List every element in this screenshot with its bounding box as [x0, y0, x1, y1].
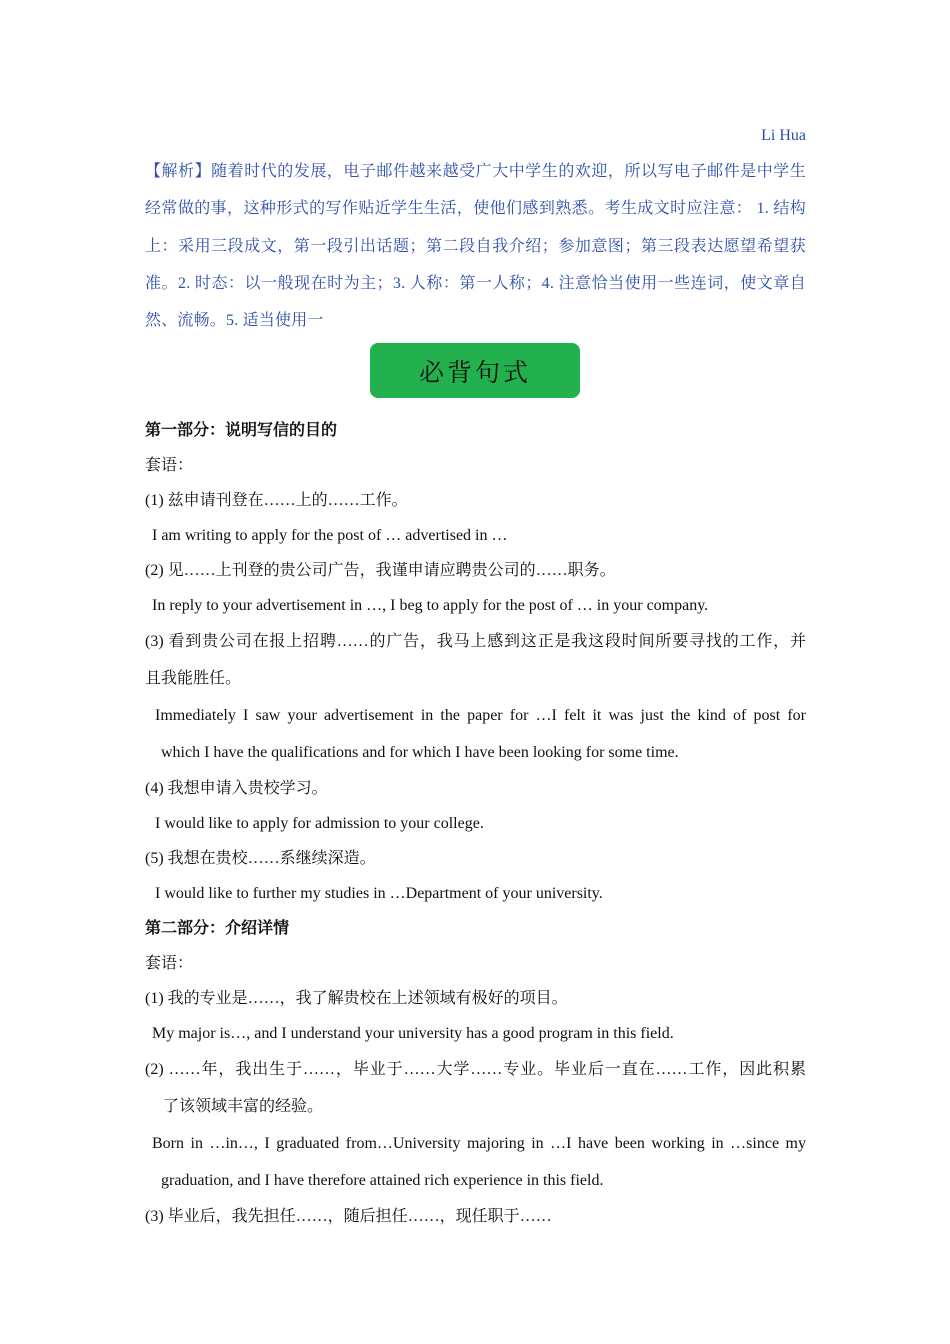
- phrase-en: Born in …in…, I graduated from…University majoring in …I have been working in …since my: [152, 1135, 806, 1152]
- phrase-cn: (4) 我想申请入贵校学习。: [145, 780, 328, 797]
- part2-heading: 第二部分：介绍详情: [145, 920, 290, 937]
- phrase-en: I am writing to apply for the post of … advertised in …: [152, 527, 508, 544]
- phrase-cn: (1) 兹申请刊登在……上的……工作。: [145, 492, 408, 509]
- phrase-cn: (3) 看到贵公司在报上招聘……的广告，我马上感到这正是我这段时间所要寻找的工作，并: [145, 633, 806, 650]
- part1-heading: 第一部分：说明写信的目的: [145, 422, 338, 439]
- phrase-en: My major is…, and I understand your university has a good program in this field.: [152, 1025, 674, 1042]
- phrase-en-cont: which I have the qualifications and for which I have been looking for some time.: [161, 744, 679, 761]
- phrase-en-cont: graduation, and I have therefore attained rich experience in this field.: [161, 1172, 604, 1189]
- section-banner: 必背句式: [370, 343, 580, 398]
- phrase-en: I would like to further my studies in …Department of your university.: [155, 885, 603, 902]
- analysis-paragraph: 【解析】随着时代的发展，电子邮件越来越受广大中学生的欢迎，所以写电子邮件是中学生经常做的事，这种形式的写作贴近学生生活，使他们感到熟悉。考生成文时应注意： 1. 结构上：采用三段成文，第一段引出话题；第二段自我介绍；参加意图；第三段表达愿望希望获准。2. 时态：以一般现在时为主；3. 人称：第一人称；4. 注意恰当使用一些连词，使文章自然、流畅。5. 适当使用一: [145, 163, 806, 330]
- phrase-en: Immediately I saw your advertisement in the paper for …I felt it was just the kind of post for: [155, 707, 806, 724]
- phrase-cn-cont: 了该领域丰富的经验。: [163, 1098, 324, 1115]
- phrase-cn: (1) 我的专业是……，我了解贵校在上述领域有极好的项目。: [145, 990, 568, 1007]
- phrase-content: [145, 413, 806, 1234]
- phrase-cn: (2) 见……上刊登的贵公司广告，我谨申请应聘贵公司的……职务。: [145, 562, 616, 579]
- phrase-cn: (2) ……年，我出生于……，毕业于……大学……专业。毕业后一直在……工作，因此积累: [145, 1061, 806, 1078]
- phrase-cn-cont: 且我能胜任。: [145, 670, 242, 687]
- part2-label: 套语：: [145, 955, 194, 972]
- phrase-cn: (5) 我想在贵校……系继续深造。: [145, 850, 376, 867]
- part1-label: 套语：: [145, 457, 194, 474]
- phrase-en: I would like to apply for admission to your college.: [155, 815, 484, 832]
- signature: Li Hua: [761, 127, 806, 144]
- phrase-cn: (3) 毕业后，我先担任……，随后担任……，现任职于……: [145, 1208, 552, 1225]
- phrase-en: In reply to your advertisement in …, I beg to apply for the post of … in your company.: [152, 597, 709, 614]
